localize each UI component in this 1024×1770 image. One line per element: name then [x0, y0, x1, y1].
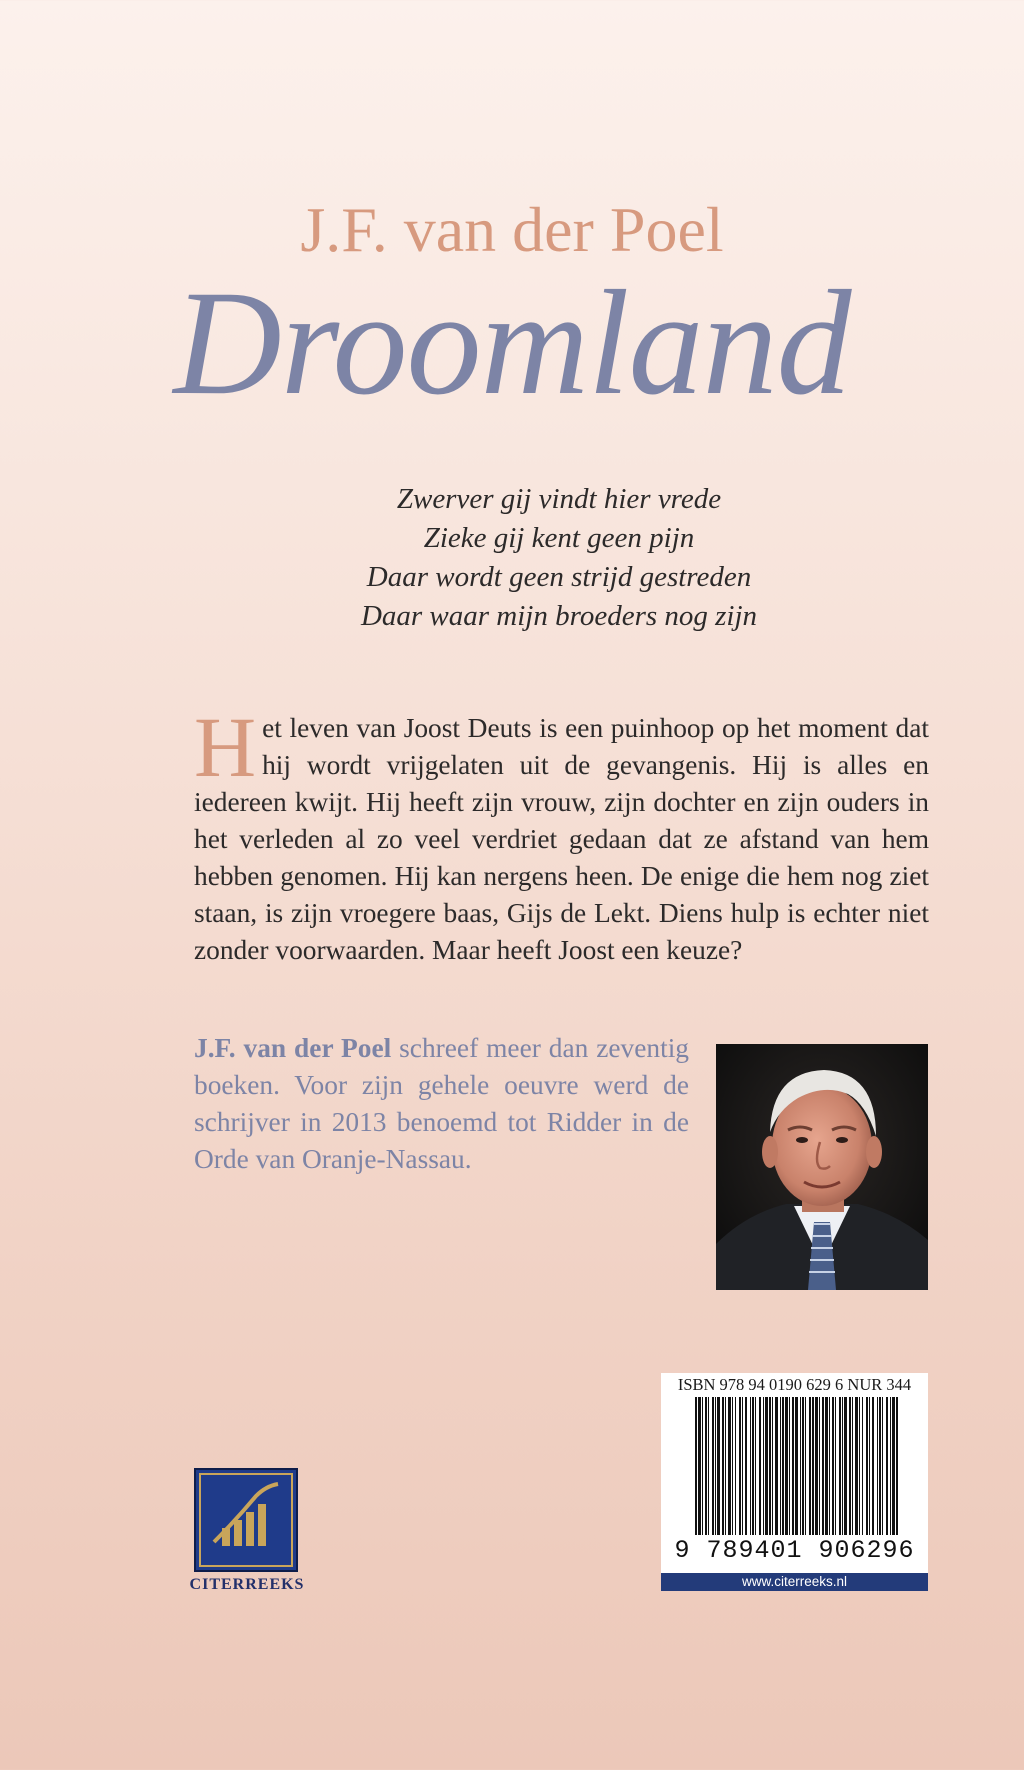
- barcode-bar: [732, 1397, 733, 1535]
- barcode-bar: [809, 1397, 811, 1535]
- poem-line: Zieke gij kent geen pijn: [423, 522, 695, 554]
- barcode-bar: [695, 1397, 697, 1535]
- blurb: [194, 699, 929, 969]
- barcode-bar: [708, 1397, 709, 1535]
- barcode-bar: [745, 1397, 747, 1535]
- barcode-bar: [805, 1397, 806, 1535]
- barcode-bar: [792, 1397, 794, 1535]
- barcode-bar: [844, 1397, 847, 1535]
- barcode-bar: [890, 1397, 891, 1535]
- poem-line: Zwerver gij vindt hier vrede: [396, 483, 722, 515]
- poem: [0, 480, 1024, 636]
- barcode-block: [661, 1373, 928, 1591]
- barcode-bar: [892, 1397, 895, 1535]
- barcode-bar: [752, 1397, 754, 1535]
- bio-author-name: J.F. van der Poel: [194, 1033, 392, 1063]
- barcode-bar: [775, 1397, 778, 1535]
- barcode-bar: [855, 1397, 858, 1535]
- barcode-bar: [780, 1397, 781, 1535]
- barcode-bar: [819, 1397, 820, 1535]
- barcode-bar: [717, 1397, 720, 1535]
- barcode-bar: [772, 1397, 773, 1535]
- blurb-text: et leven van Joost Deuts is een puinhoop op het moment dat hij wordt vrijgelaten uit de gevangenis. Hij is alles en iedereen kwijt. Hij heeft zijn vrouw, zijn dochter en zijn ouders in het verleden al zo veel verdriet gedaan dat ze afstand van hem hebben genomen. Hij kan nergens heen. De enige die hem nog ziet staan, is zijn vroegere baas, Gijs de Lekt. Diens hulp is echter niet zonder voorwaarden. Maar heeft Joost een keuze?: [194, 713, 929, 965]
- barcode-bar: [872, 1397, 874, 1535]
- barcode-bar: [795, 1397, 798, 1535]
- barcode-bar: [886, 1397, 888, 1535]
- barcode-bar: [877, 1397, 878, 1535]
- publisher-name: CITERREEKS: [189, 1576, 305, 1593]
- barcode-bar: [702, 1397, 703, 1535]
- barcode-bar: [879, 1397, 881, 1535]
- barcode-bar: [782, 1397, 784, 1535]
- barcode-bar: [815, 1397, 818, 1535]
- barcode-bar: [800, 1397, 801, 1535]
- barcode-bar: [742, 1397, 743, 1535]
- barcode-bar: [765, 1397, 768, 1535]
- isbn-line: ISBN 978 94 0190 629 6 NUR 344: [677, 1375, 912, 1394]
- author-name: J.F. van der Poel: [300, 194, 724, 265]
- barcode-bar: [835, 1397, 836, 1535]
- barcode-bar: [849, 1397, 851, 1535]
- barcode-bar: [725, 1397, 726, 1535]
- barcode-bar: [763, 1397, 764, 1535]
- barcode-bar: [750, 1397, 751, 1535]
- barcode-bar: [812, 1397, 814, 1535]
- barcode-bar: [842, 1397, 843, 1535]
- barcode-bar: [755, 1397, 756, 1535]
- publisher-url: www.citerreeks.nl: [661, 1573, 928, 1591]
- dropcap: H: [194, 699, 257, 795]
- barcode-bar: [715, 1397, 716, 1535]
- barcode-bar: [825, 1397, 828, 1535]
- barcode-bar: [802, 1397, 804, 1535]
- poem-line: Daar waar mijn broeders nog zijn: [360, 600, 758, 632]
- barcode-bar: [862, 1397, 863, 1535]
- barcode-bar: [739, 1397, 741, 1535]
- publisher-logo: [194, 1468, 298, 1572]
- barcode-bar: [789, 1397, 790, 1535]
- barcode-bar: [822, 1397, 824, 1535]
- barcode-bar: [882, 1397, 883, 1535]
- barcode-bar: [896, 1397, 898, 1535]
- author-photo: [716, 1044, 928, 1290]
- barcode-bar: [829, 1397, 830, 1535]
- barcode-bar: [728, 1397, 731, 1535]
- barcode-digits: 9 789401 906296: [674, 1536, 915, 1565]
- author-bio: [194, 1030, 689, 1178]
- barcode-bar: [859, 1397, 860, 1535]
- barcode-bar: [735, 1397, 736, 1535]
- barcode-bar: [698, 1397, 701, 1535]
- barcode-bars: [661, 1397, 928, 1539]
- barcode-bar: [722, 1397, 724, 1535]
- barcode-bar: [785, 1397, 788, 1535]
- barcode-bar: [869, 1397, 870, 1535]
- poem-line: Daar wordt geen strijd gestreden: [366, 561, 752, 593]
- barcode-bar: [866, 1397, 868, 1535]
- barcode-bar: [832, 1397, 834, 1535]
- barcode-bar: [712, 1397, 714, 1535]
- barcode-bar: [759, 1397, 761, 1535]
- barcode-bar: [839, 1397, 841, 1535]
- bio-text: schreef meer dan zeventig boeken. Voor zijn gehele oeuvre werd de schrijver in 2013 benoemd tot Ridder in de Orde van Oranje-Nassau.: [194, 1033, 689, 1174]
- barcode-bar: [769, 1397, 771, 1535]
- book-title: Droomland: [173, 260, 851, 426]
- barcode-bar: [852, 1397, 853, 1535]
- barcode-bar: [705, 1397, 707, 1535]
